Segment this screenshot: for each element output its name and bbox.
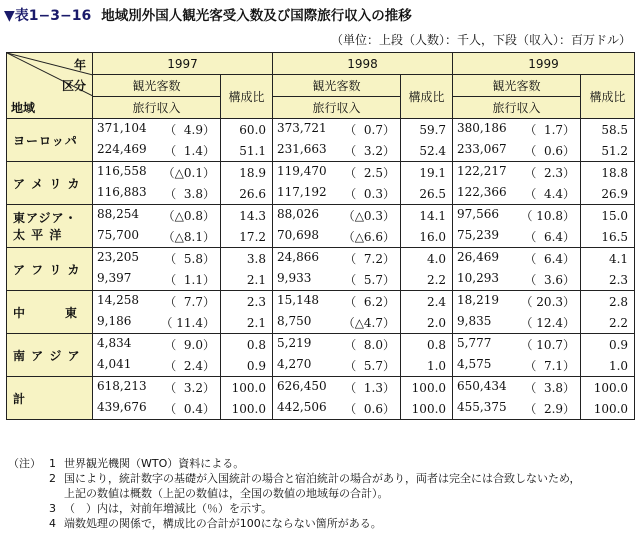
value-cell xyxy=(273,377,401,399)
change-rate: （ 4.4） xyxy=(524,187,576,201)
change-rate: （ 3.2） xyxy=(164,381,215,395)
ratio-value: 2.3 xyxy=(581,269,635,291)
footnote-item xyxy=(8,456,636,471)
count-value: 233,067 xyxy=(457,142,507,156)
region-label: 南 ア ジ ア xyxy=(7,334,93,377)
change-rate: （ 3.2） xyxy=(344,144,396,158)
value-cell xyxy=(273,162,401,184)
table-row xyxy=(7,119,635,141)
footnote-number: 3 xyxy=(49,502,56,515)
footnote-item xyxy=(8,501,636,516)
footnote-text: 端数処理の関係で，構成比の合計が100にならない箇所がある。 xyxy=(64,517,382,530)
count-value: 618,213 xyxy=(97,379,147,393)
table-number: 表1−3−16 xyxy=(14,8,92,24)
change-rate: （ 7.7） xyxy=(164,295,215,309)
change-rate: （ 1.7） xyxy=(524,123,576,137)
count-value: 455,375 xyxy=(457,400,507,414)
value-cell xyxy=(453,312,581,334)
count-value: 5,777 xyxy=(457,336,492,350)
ratio-value: 16.0 xyxy=(401,226,453,248)
value-cell xyxy=(93,205,221,227)
footnote-key: （注） xyxy=(8,457,41,470)
count-value: 119,470 xyxy=(277,164,327,178)
change-rate: （ 5.7） xyxy=(344,359,396,373)
ratio-value: 2.1 xyxy=(221,312,273,334)
triangle-marker-icon: ▼ xyxy=(4,8,15,24)
change-rate: （ 0.3） xyxy=(344,187,396,201)
table-row xyxy=(7,140,635,162)
ratio-label-1998: 構成比 xyxy=(401,75,453,119)
change-rate: （ 2.5） xyxy=(344,166,396,180)
change-rate: （ 9.0） xyxy=(164,338,215,352)
value-cell xyxy=(93,269,221,291)
value-cell xyxy=(453,119,581,141)
ratio-value: 26.6 xyxy=(221,183,273,205)
count-value: 9,397 xyxy=(97,271,132,285)
ratio-value: 2.3 xyxy=(221,291,273,313)
value-cell xyxy=(93,312,221,334)
value-cell xyxy=(93,140,221,162)
change-rate: （ 12.4） xyxy=(520,316,576,330)
change-rate: （ 1.1） xyxy=(164,273,215,287)
change-rate: （ 3.8） xyxy=(164,187,215,201)
statistics-table xyxy=(6,52,635,420)
region-label: 計 xyxy=(7,377,93,420)
value-cell xyxy=(453,162,581,184)
value-cell xyxy=(453,248,581,270)
count-value: 373,721 xyxy=(277,121,327,135)
count-value: 9,186 xyxy=(97,314,132,328)
count-value: 75,239 xyxy=(457,228,500,242)
change-rate: （ 0.4） xyxy=(164,402,215,416)
count-value: 224,469 xyxy=(97,142,147,156)
count-value: 116,558 xyxy=(97,164,147,178)
ratio-value: 2.2 xyxy=(401,269,453,291)
change-rate: （ 0.6） xyxy=(344,402,396,416)
lower-label-1999: 旅行収入 xyxy=(453,97,581,119)
ratio-value: 1.0 xyxy=(581,355,635,377)
change-rate: （ 2.4） xyxy=(164,359,215,373)
count-value: 439,676 xyxy=(97,400,147,414)
change-rate: （△0.1） xyxy=(162,166,215,180)
count-value: 9,933 xyxy=(277,271,312,285)
footnote-item xyxy=(8,486,636,501)
ratio-value: 26.9 xyxy=(581,183,635,205)
ratio-value: 52.4 xyxy=(401,140,453,162)
count-value: 24,866 xyxy=(277,250,320,264)
count-value: 231,663 xyxy=(277,142,327,156)
value-cell xyxy=(453,269,581,291)
count-value: 18,219 xyxy=(457,293,500,307)
value-cell xyxy=(453,355,581,377)
change-rate: （ 6.4） xyxy=(524,230,576,244)
value-cell xyxy=(93,398,221,420)
value-cell xyxy=(453,334,581,356)
change-rate: （ 6.4） xyxy=(524,252,576,266)
upper-label-1999: 観光客数 xyxy=(453,75,581,97)
value-cell xyxy=(93,226,221,248)
value-cell xyxy=(273,334,401,356)
year-header-1997: 1997 xyxy=(93,53,273,75)
ratio-value: 100.0 xyxy=(401,377,453,399)
lower-label-1997: 旅行収入 xyxy=(93,97,221,119)
ratio-value: 17.2 xyxy=(221,226,273,248)
change-rate: （ 20.3） xyxy=(520,295,576,309)
count-value: 26,469 xyxy=(457,250,500,264)
change-rate: （ 7.2） xyxy=(344,252,396,266)
footnote-text: （ ）内は，対前年増減比（％）を示す。 xyxy=(64,502,273,515)
ratio-value: 19.1 xyxy=(401,162,453,184)
region-label xyxy=(7,205,93,248)
change-rate: （ 2.9） xyxy=(524,402,576,416)
region-label: ヨーロッパ xyxy=(7,119,93,162)
value-cell xyxy=(273,183,401,205)
value-cell xyxy=(93,291,221,313)
ratio-value: 14.3 xyxy=(221,205,273,227)
table-row xyxy=(7,355,635,377)
count-value: 75,700 xyxy=(97,228,139,242)
footnote-number: 4 xyxy=(49,517,56,530)
ratio-value: 3.8 xyxy=(221,248,273,270)
footnote-key xyxy=(8,486,38,501)
count-value: 9,835 xyxy=(457,314,492,328)
footnote-item xyxy=(8,516,636,531)
table-row xyxy=(7,205,635,227)
ratio-value: 100.0 xyxy=(221,377,273,399)
value-cell xyxy=(453,377,581,399)
value-cell xyxy=(93,248,221,270)
table-row xyxy=(7,226,635,248)
ratio-value: 16.5 xyxy=(581,226,635,248)
footnote-text: 上記の数値は概数（上記の数値は，全国の数値の地域毎の合計）。 xyxy=(64,487,389,500)
table-row xyxy=(7,312,635,334)
count-value: 626,450 xyxy=(277,379,327,393)
value-cell xyxy=(273,269,401,291)
ratio-value: 26.5 xyxy=(401,183,453,205)
ratio-value: 100.0 xyxy=(401,398,453,420)
ratio-value: 100.0 xyxy=(581,398,635,420)
table-title xyxy=(4,4,635,26)
region-label-line2: 太 平 洋 xyxy=(13,228,63,242)
ratio-value: 18.9 xyxy=(221,162,273,184)
count-value: 650,434 xyxy=(457,379,507,393)
change-rate: （ 10.8） xyxy=(520,209,576,223)
change-rate: （ 1.3） xyxy=(344,381,396,395)
value-cell xyxy=(273,291,401,313)
change-rate: （ 3.6） xyxy=(524,273,576,287)
ratio-value: 100.0 xyxy=(221,398,273,420)
count-value: 380,186 xyxy=(457,121,507,135)
change-rate: （△4.7） xyxy=(342,316,396,330)
ratio-value: 1.0 xyxy=(401,355,453,377)
count-value: 122,366 xyxy=(457,185,507,199)
value-cell xyxy=(273,226,401,248)
count-value: 4,575 xyxy=(457,357,492,371)
value-cell xyxy=(273,119,401,141)
footnote-key xyxy=(8,516,38,531)
table-row xyxy=(7,377,635,399)
upper-label-1998: 観光客数 xyxy=(273,75,401,97)
count-value: 70,698 xyxy=(277,228,320,242)
ratio-value: 4.0 xyxy=(401,248,453,270)
value-cell xyxy=(93,162,221,184)
year-header-1998: 1998 xyxy=(273,53,453,75)
ratio-value: 0.9 xyxy=(221,355,273,377)
value-cell xyxy=(93,355,221,377)
region-label: ア メ リ カ xyxy=(7,162,93,205)
count-value: 15,148 xyxy=(277,293,320,307)
change-rate: （ 3.8） xyxy=(524,381,576,395)
change-rate: （△8.1） xyxy=(162,230,215,244)
table-row xyxy=(7,248,635,270)
change-rate: （ 8.0） xyxy=(344,338,396,352)
ratio-value: 14.1 xyxy=(401,205,453,227)
table-row xyxy=(7,269,635,291)
value-cell xyxy=(453,205,581,227)
region-label: 中 東 xyxy=(7,291,93,334)
table-row xyxy=(7,162,635,184)
count-value: 117,192 xyxy=(277,185,327,199)
change-rate: （△0.3） xyxy=(342,209,396,223)
count-value: 4,041 xyxy=(97,357,132,371)
header-corner-cell xyxy=(7,53,93,119)
footnote-text: 国により，統計数字の基礎が入国統計の場合と宿泊統計の場合があり，両者は完全には合致しないため， xyxy=(64,472,581,485)
ratio-value: 2.8 xyxy=(581,291,635,313)
footnotes xyxy=(8,456,636,531)
table-row xyxy=(7,291,635,313)
count-value: 8,750 xyxy=(277,314,312,328)
footnote-number xyxy=(38,486,64,501)
change-rate: （ 5.8） xyxy=(164,252,215,266)
title-text: 地域別外国人観光客受入数及び国際旅行収入の推移 xyxy=(101,8,412,24)
ratio-value: 15.0 xyxy=(581,205,635,227)
table-row xyxy=(7,334,635,356)
value-cell xyxy=(93,119,221,141)
change-rate: （ 10.7） xyxy=(520,338,576,352)
change-rate: （ 11.4） xyxy=(160,316,215,330)
ratio-label-1999: 構成比 xyxy=(581,75,635,119)
ratio-value: 2.1 xyxy=(221,269,273,291)
value-cell xyxy=(453,398,581,420)
table-row xyxy=(7,398,635,420)
count-value: 88,026 xyxy=(277,207,320,221)
region-label: ア フ リ カ xyxy=(7,248,93,291)
change-rate: （ 5.7） xyxy=(344,273,396,287)
change-rate: （△6.6） xyxy=(342,230,396,244)
change-rate: （ 0.6） xyxy=(524,144,576,158)
ratio-value: 0.8 xyxy=(401,334,453,356)
value-cell xyxy=(453,140,581,162)
count-value: 371,104 xyxy=(97,121,147,135)
change-rate: （ 2.3） xyxy=(524,166,576,180)
ratio-value: 4.1 xyxy=(581,248,635,270)
value-cell xyxy=(93,377,221,399)
footnote-key xyxy=(8,501,38,516)
value-cell xyxy=(453,226,581,248)
value-cell xyxy=(453,183,581,205)
ratio-value: 2.0 xyxy=(401,312,453,334)
ratio-value: 58.5 xyxy=(581,119,635,141)
footnote-key xyxy=(8,471,38,486)
count-value: 97,566 xyxy=(457,207,500,221)
footnote-number: 1 xyxy=(49,457,56,470)
count-value: 4,270 xyxy=(277,357,312,371)
value-cell xyxy=(273,140,401,162)
lower-label-1998: 旅行収入 xyxy=(273,97,401,119)
ratio-value: 18.8 xyxy=(581,162,635,184)
ratio-value: 51.1 xyxy=(221,140,273,162)
ratio-value: 2.4 xyxy=(401,291,453,313)
region-header-label: 地域 xyxy=(11,101,36,115)
region-label-line1: 東アジア・ xyxy=(13,211,78,225)
upper-label-1997: 観光客数 xyxy=(93,75,221,97)
year-header-1999: 1999 xyxy=(453,53,635,75)
year-header-label: 年 xyxy=(73,58,86,72)
change-rate: （ 4.9） xyxy=(164,123,215,137)
value-cell xyxy=(273,248,401,270)
change-rate: （ 7.1） xyxy=(524,359,576,373)
ratio-value: 59.7 xyxy=(401,119,453,141)
value-cell xyxy=(453,291,581,313)
ratio-label-1997: 構成比 xyxy=(221,75,273,119)
ratio-value: 51.2 xyxy=(581,140,635,162)
ratio-value: 0.8 xyxy=(221,334,273,356)
value-cell xyxy=(273,355,401,377)
count-value: 122,217 xyxy=(457,164,507,178)
footnote-item xyxy=(8,471,636,486)
ratio-value: 60.0 xyxy=(221,119,273,141)
count-value: 23,205 xyxy=(97,250,139,264)
value-cell xyxy=(93,334,221,356)
value-cell xyxy=(93,183,221,205)
value-cell xyxy=(273,205,401,227)
value-cell xyxy=(273,398,401,420)
change-rate: （ 1.4） xyxy=(164,144,215,158)
count-value: 442,506 xyxy=(277,400,327,414)
footnote-number: 2 xyxy=(49,472,56,485)
ratio-value: 0.9 xyxy=(581,334,635,356)
count-value: 10,293 xyxy=(457,271,500,285)
table-row xyxy=(7,183,635,205)
value-cell xyxy=(273,312,401,334)
ratio-value: 2.2 xyxy=(581,312,635,334)
count-value: 4,834 xyxy=(97,336,132,350)
change-rate: （ 0.7） xyxy=(344,123,396,137)
count-value: 5,219 xyxy=(277,336,312,350)
ratio-value: 100.0 xyxy=(581,377,635,399)
count-value: 14,258 xyxy=(97,293,139,307)
footnote-text: 世界観光機関（WTO）資料による。 xyxy=(64,457,245,470)
unit-note: （単位：上段（人数）：千人，下段（収入）：百万ドル） xyxy=(330,33,631,47)
category-header-label: 区分 xyxy=(61,79,86,93)
change-rate: （△0.8） xyxy=(162,209,215,223)
count-value: 88,254 xyxy=(97,207,139,221)
count-value: 116,883 xyxy=(97,185,147,199)
change-rate: （ 6.2） xyxy=(344,295,396,309)
